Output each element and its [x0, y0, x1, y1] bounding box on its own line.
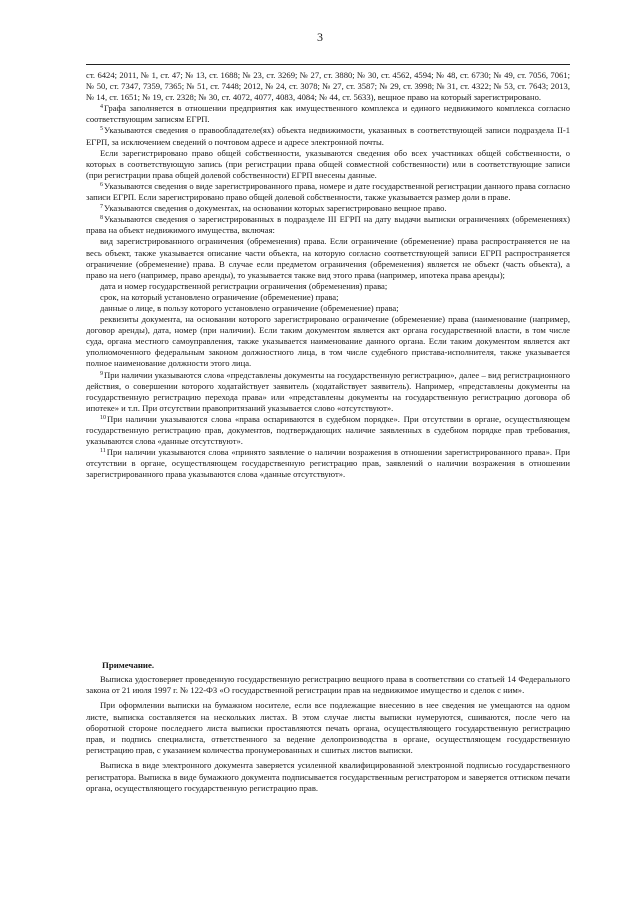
note-block: [86, 674, 570, 798]
footnote-text: вид зарегистрированного ограничения (обременения) права. Если ограничение (обременение) права распространяется не на весь объект, также указывается описание части объекта, на которую согласно соответствующей записи ЕГРП распространяется ограничение (обременение) права. В случае если предметом ограничения (обременения) является не объект (часть объекта), а право на него (например, право аренды), то указывается также вид этого права (например, ипотека права аренды);: [86, 236, 570, 280]
footnote-continuation: ст. 6424; 2011, № 1, ст. 47; № 13, ст. 1688; № 23, ст. 3269; № 27, ст. 3880; № 30, ст. 4562, 4594; № 48, ст. 6730; № 49, ст. 7056, 7061; № 50, ст. 7347, 7359, 7365; № 51, ст. 7448; 2012, № 24, ст. 3078; № 27, ст. 3587; № 29, ст. 3998; № 31, ст. 4322; № 53, ст. 7643; 2013, № 14, ст. 1651; № 19, ст. 2328; № 30, ст. 4072, 4077, 4083, 4084; № 44, ст. 5633), вещное право на который зарегистрировано.: [86, 70, 570, 103]
footnote-mark: 7: [100, 204, 103, 211]
footnote-mark: 8: [100, 215, 103, 222]
footnote-paragraph: [86, 103, 570, 125]
note-paragraph: При оформлении выписки на бумажном носителе, если все подлежащие внесению в нее сведения не умещаются на одном листе, выписка составляется на нескольких листах. В этом случае листы выписки нумеруются, сшиваются, после чего на оборотной стороне последнего листа выписки проставляются печать органа, осуществляющего государственную регистрацию прав, и подпись специалиста, ответственного за ведение делопроизводства в органе, осуществляющем государственную регистрацию прав, с указанием количества пронумерованных и сшитых листов выписки.: [86, 700, 570, 756]
footnote-text: При наличии указываются слова «принято заявление о наличии возражения в отношении зарегистрированного права». При отсутствии в органе, осуществляющем государственную регистрацию прав, заявлений о наличии возражения в отношении зарегистрированного права указываются слова «данные отсутствуют».: [86, 447, 570, 480]
footnote-mark: 9: [100, 370, 103, 377]
footnote-paragraph: [86, 370, 570, 414]
note-paragraph: Выписка в виде электронного документа заверяется усиленной квалифицированной электронной подписью государственного регистратора. Выписка в виде бумажного документа подписывается государственным регистратором и заверяется оттиском печати органа, осуществляющего государственную регистрацию прав.: [86, 760, 570, 793]
footnote-text: Указываются сведения о зарегистрированных в подразделе III ЕГРП на дату выдачи выписки ограничениях (обременениях) права на объект недвижимого имущества, включая:: [86, 214, 570, 236]
footnote-text: Указываются сведения о правообладателе(ях) объекта недвижимости, указанных в соответствующей записи подраздела II-1 ЕГРП, за исключением сведений о почтовом адресе и адресе электронной почты.: [86, 125, 570, 147]
footnote-text: Указываются сведения о документах, на основании которых зарегистрировано вещное право.: [104, 203, 447, 214]
footnote-paragraph: [86, 203, 570, 214]
footnote-paragraph: [86, 414, 570, 447]
footnote-text: дата и номер государственной регистрации ограничения (обременения) права;: [100, 280, 388, 291]
footnote-paragraph: [86, 303, 570, 314]
footnote-paragraph: [86, 181, 570, 203]
footnote-paragraph: [86, 125, 570, 147]
footnote-paragraph: [86, 314, 570, 369]
footnote-text: срок, на который установлено ограничение (обременение) права;: [100, 291, 339, 302]
note-paragraph: Выписка удостоверяет проведенную государственную регистрацию вещного права в соответствии со статьей 14 Федерального закона от 21 июля 1997 г. № 122-ФЗ «О государственной регистрации прав на недвижимое имущество и сделок с ним».: [86, 674, 570, 696]
footnote-mark: 11: [100, 448, 106, 455]
footnote-text: реквизиты документа, на основании которого зарегистрировано ограничение (обременение) права (наименование (например, договор аренды), дата, номер (при наличии). Если таким документом является акт органа государственной власти, в том числе суда, органа местного самоуправления, также указывается наименование данного органа. Если таким документом является акт уполномоченного федеральным законом должностного лица, в том числе судебного пристава-исполнителя, также указывается полное наименование должности этого лица.: [86, 314, 570, 369]
footnote-mark: 5: [100, 126, 103, 133]
footnote-paragraph: [86, 214, 570, 236]
note-heading: Примечание.: [102, 660, 155, 670]
page-number: 3: [317, 30, 323, 44]
footnote-text: При наличии указываются слова «представлены документы на государственную регистрацию», далее – вид регистрационного действия, о совершении которого ходатайствует заявитель (ходатайствует заявитель). Например, «представлены документы на государственную регистрацию перехода права» или «представлены документы на государственную регистрацию договора об ипотеке» и т.п. При отсутствии правопритязаний указывается слово «отсутствуют».: [86, 369, 570, 413]
footnote-text: Если зарегистрировано право общей собственности, указываются сведения обо всех участниках общей собственности, о которых в соответствующую запись (при регистрации права общей совместной собственности) или в соответствующие записи (при регистрации права общей долевой собственности) ЕГРП внесены данные.: [86, 147, 570, 180]
footnote-paragraph: [86, 447, 570, 480]
footnote-paragraph: [86, 292, 570, 303]
footnote-mark: 4: [100, 104, 103, 111]
footnote-list: [86, 103, 570, 480]
footnotes-block: [86, 70, 570, 480]
footnote-text: Графа заполняется в отношении предприятия как имущественного комплекса и единого недвижимого комплекса согласно соответствующим записям ЕГРП.: [86, 103, 570, 125]
footnote-paragraph: [86, 281, 570, 292]
footnote-text: Указываются сведения о виде зарегистрированного права, номере и дате государственной регистрации данного права согласно записи ЕГРП. Если зарегистрировано право общей долевой собственности, также указывается размер доли в праве.: [86, 180, 570, 203]
footnote-text: данные о лице, в пользу которого установлено ограничение (обременение) права;: [100, 302, 399, 313]
footnote-paragraph: [86, 236, 570, 280]
footnote-mark: 10: [100, 414, 106, 421]
footnote-text: При наличии указываются слова «права оспариваются в судебном порядке». При отсутствии в органе, осуществляющем государственную регистрацию прав, документов, подтверждающих наличие заявленных в судебном порядке прав требования, указываются слова «данные отсутствуют».: [86, 413, 570, 447]
footnote-separator: [86, 64, 570, 65]
footnote-mark: 6: [100, 181, 103, 188]
footnote-paragraph: [86, 148, 570, 181]
